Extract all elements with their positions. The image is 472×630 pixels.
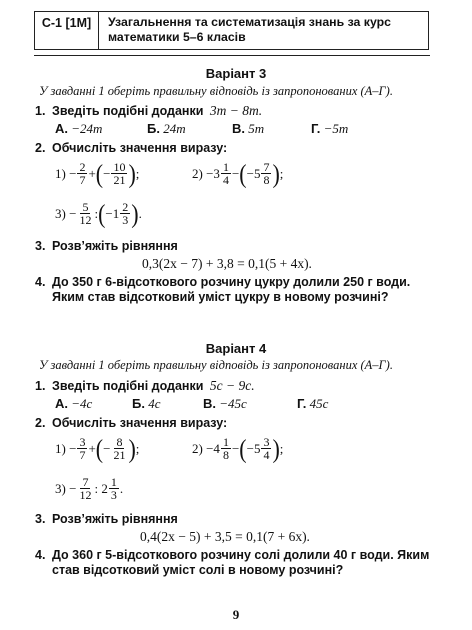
expression-3: 3) − $\frac{7}{12}$ : 2 $\frac{1}{3}$ . xyxy=(55,475,124,502)
task-1: 1. Зведіть подібні доданки 5c − 9c. xyxy=(35,378,255,393)
expression-1: 1) − $\frac{2}{7}$ + ( − $\frac{10}{21}$ ) ; xyxy=(55,157,140,188)
equation: 0,4(2x − 5) + 3,5 = 0,1(7 + 6x). xyxy=(140,529,310,544)
instruction: У завданні 1 оберіть правильну відповідь із запропонованих (А–Г). xyxy=(39,358,393,372)
header-rule xyxy=(34,55,430,56)
task-2: 2. Обчисліть значення виразу: xyxy=(35,141,228,155)
expression-2: 2) −3 $\frac{1}{4}$ − ( −5 $\frac{7}{8}$ ) ; xyxy=(192,157,284,188)
answer-option-b: Б. 4c xyxy=(132,396,161,411)
task-4-line-2: став відсотковий уміст солі в новому розчині? xyxy=(52,563,344,577)
task-expression: 3m − 8m. xyxy=(209,103,263,118)
equation: 0,3(2x − 7) + 3,8 = 0,1(5 + 4x). xyxy=(142,256,312,271)
task-number: 1. xyxy=(35,104,46,118)
task-text: Зведіть подібні доданки xyxy=(52,104,204,118)
answer-option-a: А. −24m xyxy=(55,121,103,136)
task-3: 3. Розв’яжіть рівняння xyxy=(35,512,178,526)
work-code: С-1 [1М] xyxy=(35,12,99,49)
task-4: 4. До 360 г 5-відсоткового розчину солі долили 40 г води. Яким xyxy=(35,548,430,562)
instruction: У завданні 1 оберіть правильну відповідь із запропонованих (А–Г). xyxy=(39,84,393,98)
task-4-line-2: Яким став відсотковий уміст цукру в новому розчині? xyxy=(52,290,389,304)
variant-title: Варіант 3 xyxy=(205,66,267,81)
page-number: 9 xyxy=(232,607,240,622)
topic-header xyxy=(34,11,429,50)
task-4: 4. До 350 г 6-відсоткового розчину цукру долили 250 г води. xyxy=(35,275,411,289)
expression-2: 2) −4 $\frac{1}{8}$ − ( −5 $\frac{3}{4}$ ) ; xyxy=(192,432,284,463)
task-1 xyxy=(35,103,262,119)
answer-option-c: В. 5m xyxy=(232,121,265,136)
answer-option-a: А. −4c xyxy=(55,396,93,411)
answer-option-d: Г. −5m xyxy=(311,121,349,136)
variant-title: Варіант 4 xyxy=(205,341,267,356)
answer-option-d: Г. 45c xyxy=(297,396,329,411)
topic-title: Узагальнення та систематизація знань за курс математики 5–6 класів xyxy=(108,15,391,44)
expression-1: 1) − $\frac{3}{7}$ + ( − $\frac{8}{21}$ ) ; xyxy=(55,432,140,463)
expression-3: 3) − $\frac{5}{12}$ : ( −1 $\frac{2}{3}$ ) . xyxy=(55,197,142,228)
answer-option-b: Б. 24m xyxy=(147,121,186,136)
answer-option-c: В. −45c xyxy=(203,396,247,411)
task-2: 2. Обчисліть значення виразу: xyxy=(35,416,228,430)
task-3: 3. Розв’яжіть рівняння xyxy=(35,239,178,253)
